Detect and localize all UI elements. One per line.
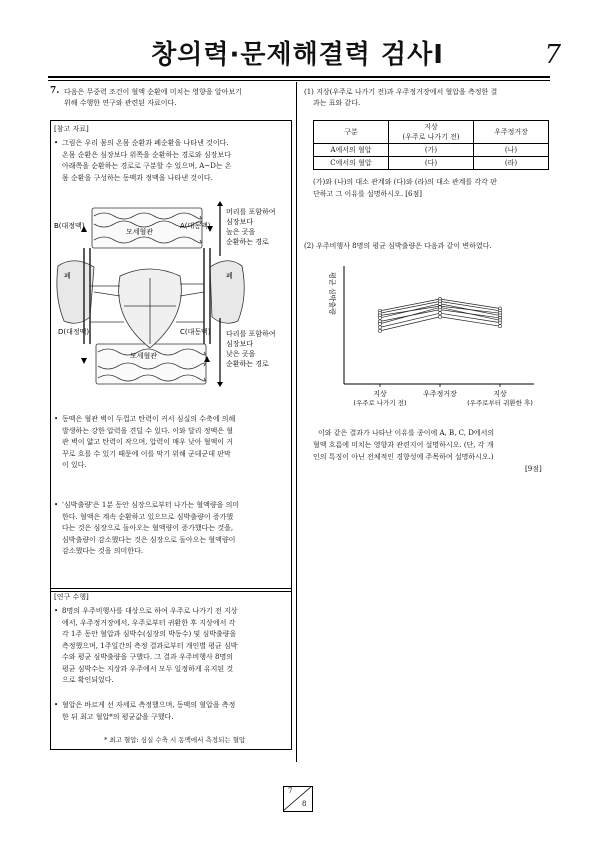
data-point (438, 315, 441, 318)
text-line: 으로 확인되었다. (62, 676, 114, 684)
label-C: C(대동맥) (180, 328, 211, 336)
study-footnote: * 최고 혈압: 심실 수축 시 동맥에서 측정되는 혈압 (104, 736, 246, 744)
table-header-ground-sub: (우주로 나가기 전) (402, 133, 460, 141)
text-line: '심박출량'은 1분 동안 심장으로부터 나가는 혈액량을 의미 (62, 501, 240, 509)
part1-prompt-1: (1) 지상(우주로 나가기 전)과 우주정거장에서 혈압을 측정한 결 (304, 88, 498, 96)
x-tick-sublabel: (우주로 나가기 전) (353, 399, 407, 407)
table-header-ground (389, 121, 474, 144)
data-point (498, 321, 501, 324)
text-line: 꾸로 흐를 수 있기 때문에 이를 막기 위해 군데군데 판막 (62, 449, 231, 458)
data-point (378, 316, 381, 319)
data-point (378, 329, 381, 332)
reference-bullet-2: • 동맥은 혈관 벽이 두껍고 탄력이 커서 심실의 수축에 의해 발생하는 강한 압력을 견딜 수 있다. 이와 달리 정맥은 혈 관 벽이 얇고 탄력이 작으며, 압력이 매우 낮아 혈액이 거 꾸로 흐를 수 있기 때문에 이를 막기 위해 군데군데 판막 이 있다. (54, 414, 286, 472)
table-cell: C에서의 혈압 (314, 157, 389, 170)
table-cell: (다) (389, 157, 474, 170)
footer-page-total: 8 (302, 800, 307, 808)
part2-question-2: 혈액 흐름에 미치는 영향과 관련지어 설명하시오. (단, 각 개 (313, 441, 494, 449)
part2-points: [9점] (525, 465, 542, 473)
circulation-diagram (54, 196, 290, 396)
table-cell: (가) (389, 144, 474, 157)
data-point (498, 325, 501, 328)
y-axis-label: 평균 심박출량 (328, 272, 336, 315)
page-title: 창의력·문제해결력 검사Ⅰ (151, 40, 444, 70)
text-line: 측정했으며, 1주일간의 측정 결과로부터 개인별 평균 심박 (62, 641, 238, 650)
text-line: 그림은 우리 몸의 온몸 순환과 폐순환을 나타낸 것이다. (62, 139, 229, 147)
text-line: 한 뒤 최고 혈압*의 평균값을 구했다. (62, 712, 174, 721)
text-line: 혈압은 바르게 선 자세로 측정했으며, 동맥의 혈압을 측정 (62, 701, 236, 709)
text-line: 다는 것은 심장으로 돌아오는 혈액량이 증가했다는 것을, (62, 524, 234, 532)
study-label: [연구 수행] (54, 593, 89, 601)
reference-bullet-3: • '심박출량'은 1분 동안 심장으로부터 나가는 혈액량을 의미 한다. 혈액은 계속 순환하고 있으므로 심박출량이 증가했 다는 것은 심장으로 돌아오는 혈액량이 증가했다는 것을, 심박출량이 감소했다는 것은 심장으로 돌아오는 혈액량이 감소했다는 것을 의미한다. (54, 500, 286, 558)
text-line: 감소했다는 것을 의미한다. (62, 547, 144, 555)
reference-bullet-1: • 그림은 우리 몸의 온몸 순환과 폐순환을 나타낸 것이다. 온몸 순환은 심장보다 위쪽을 순환하는 경로와 심장보다 아래쪽을 순환하는 경로로 구분할 수 있으며, A~D는 온 몸 순환을 구성하는 동맥과 정맥을 나타낸 것이다. (54, 138, 286, 184)
note-lower-2: 심장보다 (226, 340, 254, 348)
table-header-ground-main: 지상 (424, 123, 438, 131)
part1-question-2: 단하고 그 이유를 설명하시오. [6점] (313, 190, 422, 198)
text-line: 동맥은 혈관 벽이 두껍고 탄력이 커서 심실의 수축에 의해 (62, 415, 236, 423)
note-upper-3: 높은 곳을 (226, 228, 256, 236)
text-line: 이 있다. (62, 461, 87, 469)
note-lower-3: 낮은 곳을 (226, 350, 256, 358)
data-point (438, 302, 441, 305)
study-bullet-2: • 혈압은 바르게 선 자세로 측정했으며, 동맥의 혈압을 측정 한 뒤 최고 혈압*의 평균값을 구했다. (54, 700, 286, 723)
note-upper-2: 심장보다 (226, 218, 254, 226)
x-tick-label: 지상 (373, 390, 387, 398)
text-line: 에서, 우주정거장에서, 우주로부터 귀환한 후 지상에서 각 (62, 618, 236, 627)
table-header-category: 구분 (314, 121, 389, 144)
data-point (378, 322, 381, 325)
data-point (438, 312, 441, 315)
header-rule-thin (48, 80, 550, 81)
text-line: 평균 심박수는 지상과 우주에서 모두 일정하게 유지된 것 (62, 664, 234, 673)
question-number: 7. (50, 86, 60, 96)
data-point (378, 326, 381, 329)
page-number-large: 7 (544, 40, 561, 70)
note-upper-1: 머리를 포함하여 (226, 208, 276, 216)
label-B: B(대정맥) (54, 222, 85, 230)
text-line: 8명의 우주비행사를 대상으로 하여 우주로 나가기 전 지상 (62, 607, 238, 615)
x-tick-label: 우주정거장 (423, 390, 457, 398)
text-line: 심박출량이 감소했다는 것은 심장으로 돌아오는 혈액량이 (62, 535, 236, 544)
table-header-station: 우주정거장 (474, 121, 549, 144)
column-divider (296, 82, 297, 762)
text-line: 온몸 순환은 심장보다 위쪽을 순환하는 경로와 심장보다 (62, 150, 231, 159)
study-bullet-1: • 8명의 우주비행사를 대상으로 하여 우주로 나가기 전 지상 에서, 우주정거장에서, 우주로부터 귀환한 후 지상에서 각 각 1주 동안 혈압과 심박수(심장의 박동수) 및 심박출량을 측정했으며, 1주일간의 측정 결과로부터 개인별 평균 심박 수와 평균 심박출량을 구했다. 그 결과 우주비행사 8명의 평균 심박수는 지상과 우주에서 모두 일정하게 유지된 것 으로 확인되었다. (54, 606, 286, 687)
text-line: 한다. 혈액은 계속 순환하고 있으므로 심박출량이 증가했 (62, 512, 234, 521)
label-lower-capillary: 모세혈관 (130, 352, 158, 360)
data-point (438, 306, 441, 309)
part2-prompt: (2) 우주비행사 8명의 평균 심박출량은 다음과 같이 변하였다. (304, 242, 492, 250)
part2-question-3: 인의 특징이 아닌 전체적인 경향성에 주목하여 설명하시오.) (313, 453, 494, 461)
text-line: 아래쪽을 순환하는 경로로 구분할 수 있으며, A~D는 온 (62, 162, 232, 170)
pressure-table (313, 120, 549, 170)
label-lung-left: 폐 (64, 272, 71, 280)
label-D: D(대정맥) (58, 328, 90, 336)
cardiac-output-chart (310, 256, 546, 416)
table-cell: (나) (474, 144, 549, 157)
table-cell: (라) (474, 157, 549, 170)
header-rule (48, 76, 550, 78)
table-cell: A에서의 혈압 (314, 144, 389, 157)
note-lower-4: 순환하는 경로 (226, 360, 269, 368)
x-tick-sublabel: (우주로부터 귀환한 후) (467, 399, 533, 407)
note-lower-1: 다리를 포함하여 (226, 330, 276, 338)
part2-question-1: 이와 같은 결과가 나타난 이유를 종이에 A, B, C, D에서의 (318, 429, 495, 437)
question-intro-2: 위해 수행한 연구와 관련된 자료이다. (64, 99, 177, 107)
part1-prompt-2: 과는 표와 같다. (313, 99, 361, 107)
reference-label: [참고 자료] (54, 125, 89, 133)
footer-page-current: 7 (288, 787, 293, 795)
question-intro-1: 다음은 무중력 조건이 혈액 순환에 미치는 영향을 알아보기 (64, 88, 242, 96)
text-line: 발생하는 강한 압력을 견딜 수 있다. 이와 달리 정맥은 혈 (62, 426, 234, 435)
label-lung-right: 폐 (226, 272, 233, 280)
text-line: 수와 평균 심박출량을 구했다. 그 결과 우주비행사 8명의 (62, 653, 234, 661)
label-A: A(대동맥) (180, 222, 211, 230)
text-line: 각 1주 동안 혈압과 심박수(심장의 박동수) 및 심박출량을 (62, 630, 237, 638)
label-upper-capillary: 모세혈관 (126, 228, 154, 236)
note-upper-4: 순환하는 경로 (226, 238, 269, 246)
part1-question-1: (가)와 (나)의 대소 관계와 (다)와 (라)의 대소 관계를 각각 판 (313, 178, 497, 186)
text-line: 관 벽이 얇고 탄력이 작으며, 압력이 매우 낮아 혈액이 거 (62, 438, 234, 446)
text-line: 몸 순환을 구성하는 동맥과 정맥을 나타낸 것이다. (62, 173, 213, 182)
x-tick-label: 지상 (493, 390, 507, 398)
